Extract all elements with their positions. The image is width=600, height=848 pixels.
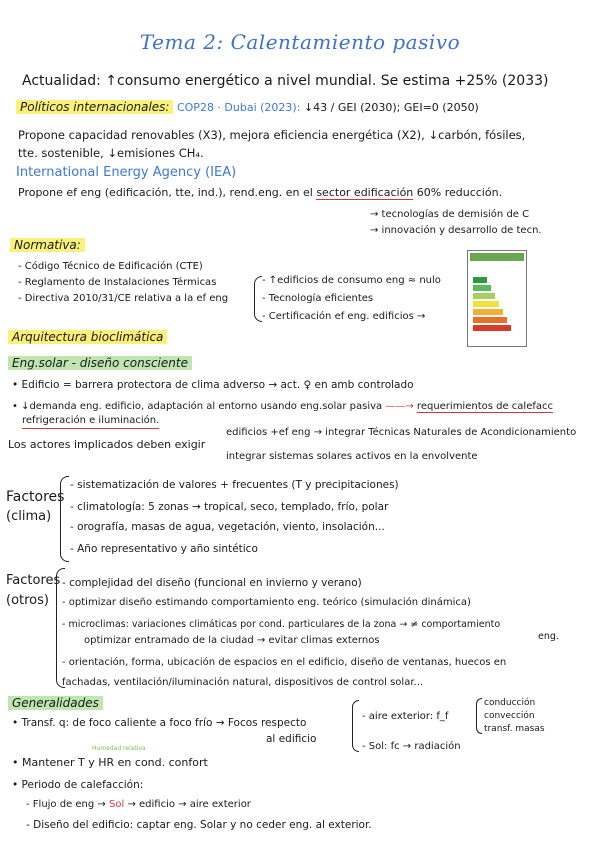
normativa-heading [10, 238, 85, 253]
normativa-item-1: - Código Técnico de Edificación (CTE) [18, 261, 203, 272]
rating-bar-f [473, 317, 507, 323]
arq-label: Arquitectura bioclimática [8, 330, 167, 344]
certificate-header [470, 253, 524, 261]
factor-clima-1: - sistematización de valores + frecuentes (T y precipitaciones) [70, 479, 399, 491]
normativa-brace [254, 276, 262, 322]
engsolar-label: Eng.solar - diseño consciente [8, 356, 192, 370]
iea-sub-1: → tecnologías de demisión de C [370, 209, 530, 220]
actores-item-2: integrar sistemas solares activos en la envolvente [226, 451, 478, 462]
sector-edificacion: sector edificación [316, 186, 414, 199]
factor-otros-3: - microclimas: variaciones climáticas por cond. particulares de la zona → ≠ comportamiento [62, 619, 501, 630]
factor-otros-4: - orientación, forma, ubicación de espacios en el edificio, diseño de ventanas, huecos en [62, 657, 507, 668]
page-title: Tema 2: Calentamiento pasivo [139, 30, 461, 54]
flujo-text: - Flujo de eng → [26, 799, 106, 810]
gen-aire-conduccion: conducción [484, 698, 536, 708]
gen-periodo: • Periodo de calefacción: [12, 779, 144, 791]
arq-heading [8, 330, 167, 345]
rating-bar-e [473, 309, 503, 315]
factores-otros-label: Factores [6, 573, 61, 588]
flujo-rest: → edificio → aire exterior [127, 799, 251, 810]
arq-bullet-2 [12, 400, 553, 414]
requerimientos-text: requerimientos de calefacc [416, 401, 554, 412]
gen-transf: • Transf. q: de foco caliente a foco frío → Focos respecto [12, 717, 307, 729]
rating-bar-a [473, 277, 487, 283]
normativa-item-2: - Reglamento de Instalaciones Térmicas [18, 277, 217, 288]
factores-clima-brace [60, 476, 69, 562]
rating-bar-g [473, 325, 511, 331]
normativa-right-1: - ↑edificios de consumo eng ≈ nulo [262, 275, 441, 286]
gen-brace [352, 700, 359, 752]
iea-line [18, 186, 502, 200]
rating-bar-c [473, 293, 495, 299]
red-arrow: ——→ [385, 401, 414, 412]
iea-text-c: 60% reducción. [416, 186, 503, 199]
factor-otros-3b: optimizar entramado de la ciudad → evitar climas externos [84, 635, 380, 646]
gen-aire-masas: transf. masas [484, 724, 545, 734]
politicas-values: ↓43 / GEI (2030); GEI=0 (2050) [303, 101, 479, 114]
rating-bar-d [473, 301, 499, 307]
factores-clima-label: Factores [6, 489, 65, 505]
gen-aire-brace [476, 698, 482, 734]
gen-transf-2: al edificio [266, 733, 317, 745]
iea-heading: International Energy Agency (IEA) [16, 165, 237, 180]
iea-text-a: Propone ef eng (edificación, tte, ind.), rend.eng. en el [18, 186, 313, 199]
factor-otros-2: - optimizar diseño estimando comportamiento eng. teórico (simulación dinámica) [62, 597, 471, 608]
propone-line-1: Propone capacidad renovables (X3), mejora eficiencia energética (X2), ↓carbón, fósiles, [18, 128, 526, 142]
factor-clima-3: - orografía, masas de agua, vegetación, viento, insolación... [70, 521, 385, 533]
propone-line-2: tte. sostenible, ↓emisiones CH₄. [18, 146, 204, 160]
iea-sub-2: → innovación y desarrollo de tecn. [370, 225, 542, 236]
bullet2-continued: refrigeración e iluminación. [22, 414, 159, 429]
factor-otros-1: - complejidad del diseño (funcional en invierno y verano) [62, 577, 362, 589]
politicas-label: Políticos internacionales: [16, 100, 173, 114]
rating-bar-b [473, 285, 491, 291]
normativa-label: Normativa: [10, 238, 85, 252]
normativa-right-3: - Certificación ef eng. edificios → [262, 311, 426, 322]
engsolar-heading [8, 356, 192, 371]
factor-otros-eng: eng. [538, 631, 559, 642]
gen-flujo [26, 798, 251, 812]
normativa-item-3: - Directiva 2010/31/CE relativa a la ef eng [18, 293, 229, 304]
factor-clima-4: - Año representativo y año sintético [70, 543, 258, 555]
generalidades-label: Generalidades [8, 696, 103, 710]
gen-sol: - Sol: fc → radiación [362, 741, 461, 752]
normativa-right-2: - Tecnología eficientes [262, 293, 374, 304]
gen-mantener: • Mantener T y HR en cond. confort [12, 756, 208, 769]
factor-otros-4b: fachadas, ventilación/iluminación natural, dispositivos de control solar... [62, 677, 424, 688]
generalidades-heading [8, 696, 103, 711]
actores-text: Los actores implicados deben exigir [8, 438, 206, 451]
gen-note: Humedad relativa [92, 745, 146, 752]
energy-certificate-label [467, 250, 527, 347]
arq-bullet-1: • Edificio = barrera protectora de clima adverso → act. ♀ en amb controlado [12, 379, 414, 391]
gen-aire-conveccion: convección [484, 711, 535, 721]
actualidad-line: Actualidad: ↑consumo energético a nivel mundial. Se estima +25% (2033) [22, 73, 549, 89]
factor-clima-2: - climatología: 5 zonas → tropical, seco, templado, frío, polar [70, 501, 389, 513]
gen-diseno: - Diseño del edificio: captar eng. Solar y no ceder eng. al exterior. [26, 819, 372, 831]
cop-label: COP28 · Dubai (2023): [176, 101, 301, 114]
politicas-row [16, 100, 479, 115]
gen-aire: - aire exterior: f_f [362, 711, 449, 722]
actores-item-1: edificios +ef eng → integrar Técnicas Naturales de Acondicionamiento [226, 427, 577, 438]
factores-otros-sub: (otros) [6, 593, 49, 608]
bullet2-text: • ↓demanda eng. edificio, adaptación al entorno usando eng.solar pasiva [12, 401, 383, 412]
factores-clima-sub: (clima) [6, 509, 52, 524]
flujo-sol: Sol [109, 799, 125, 810]
